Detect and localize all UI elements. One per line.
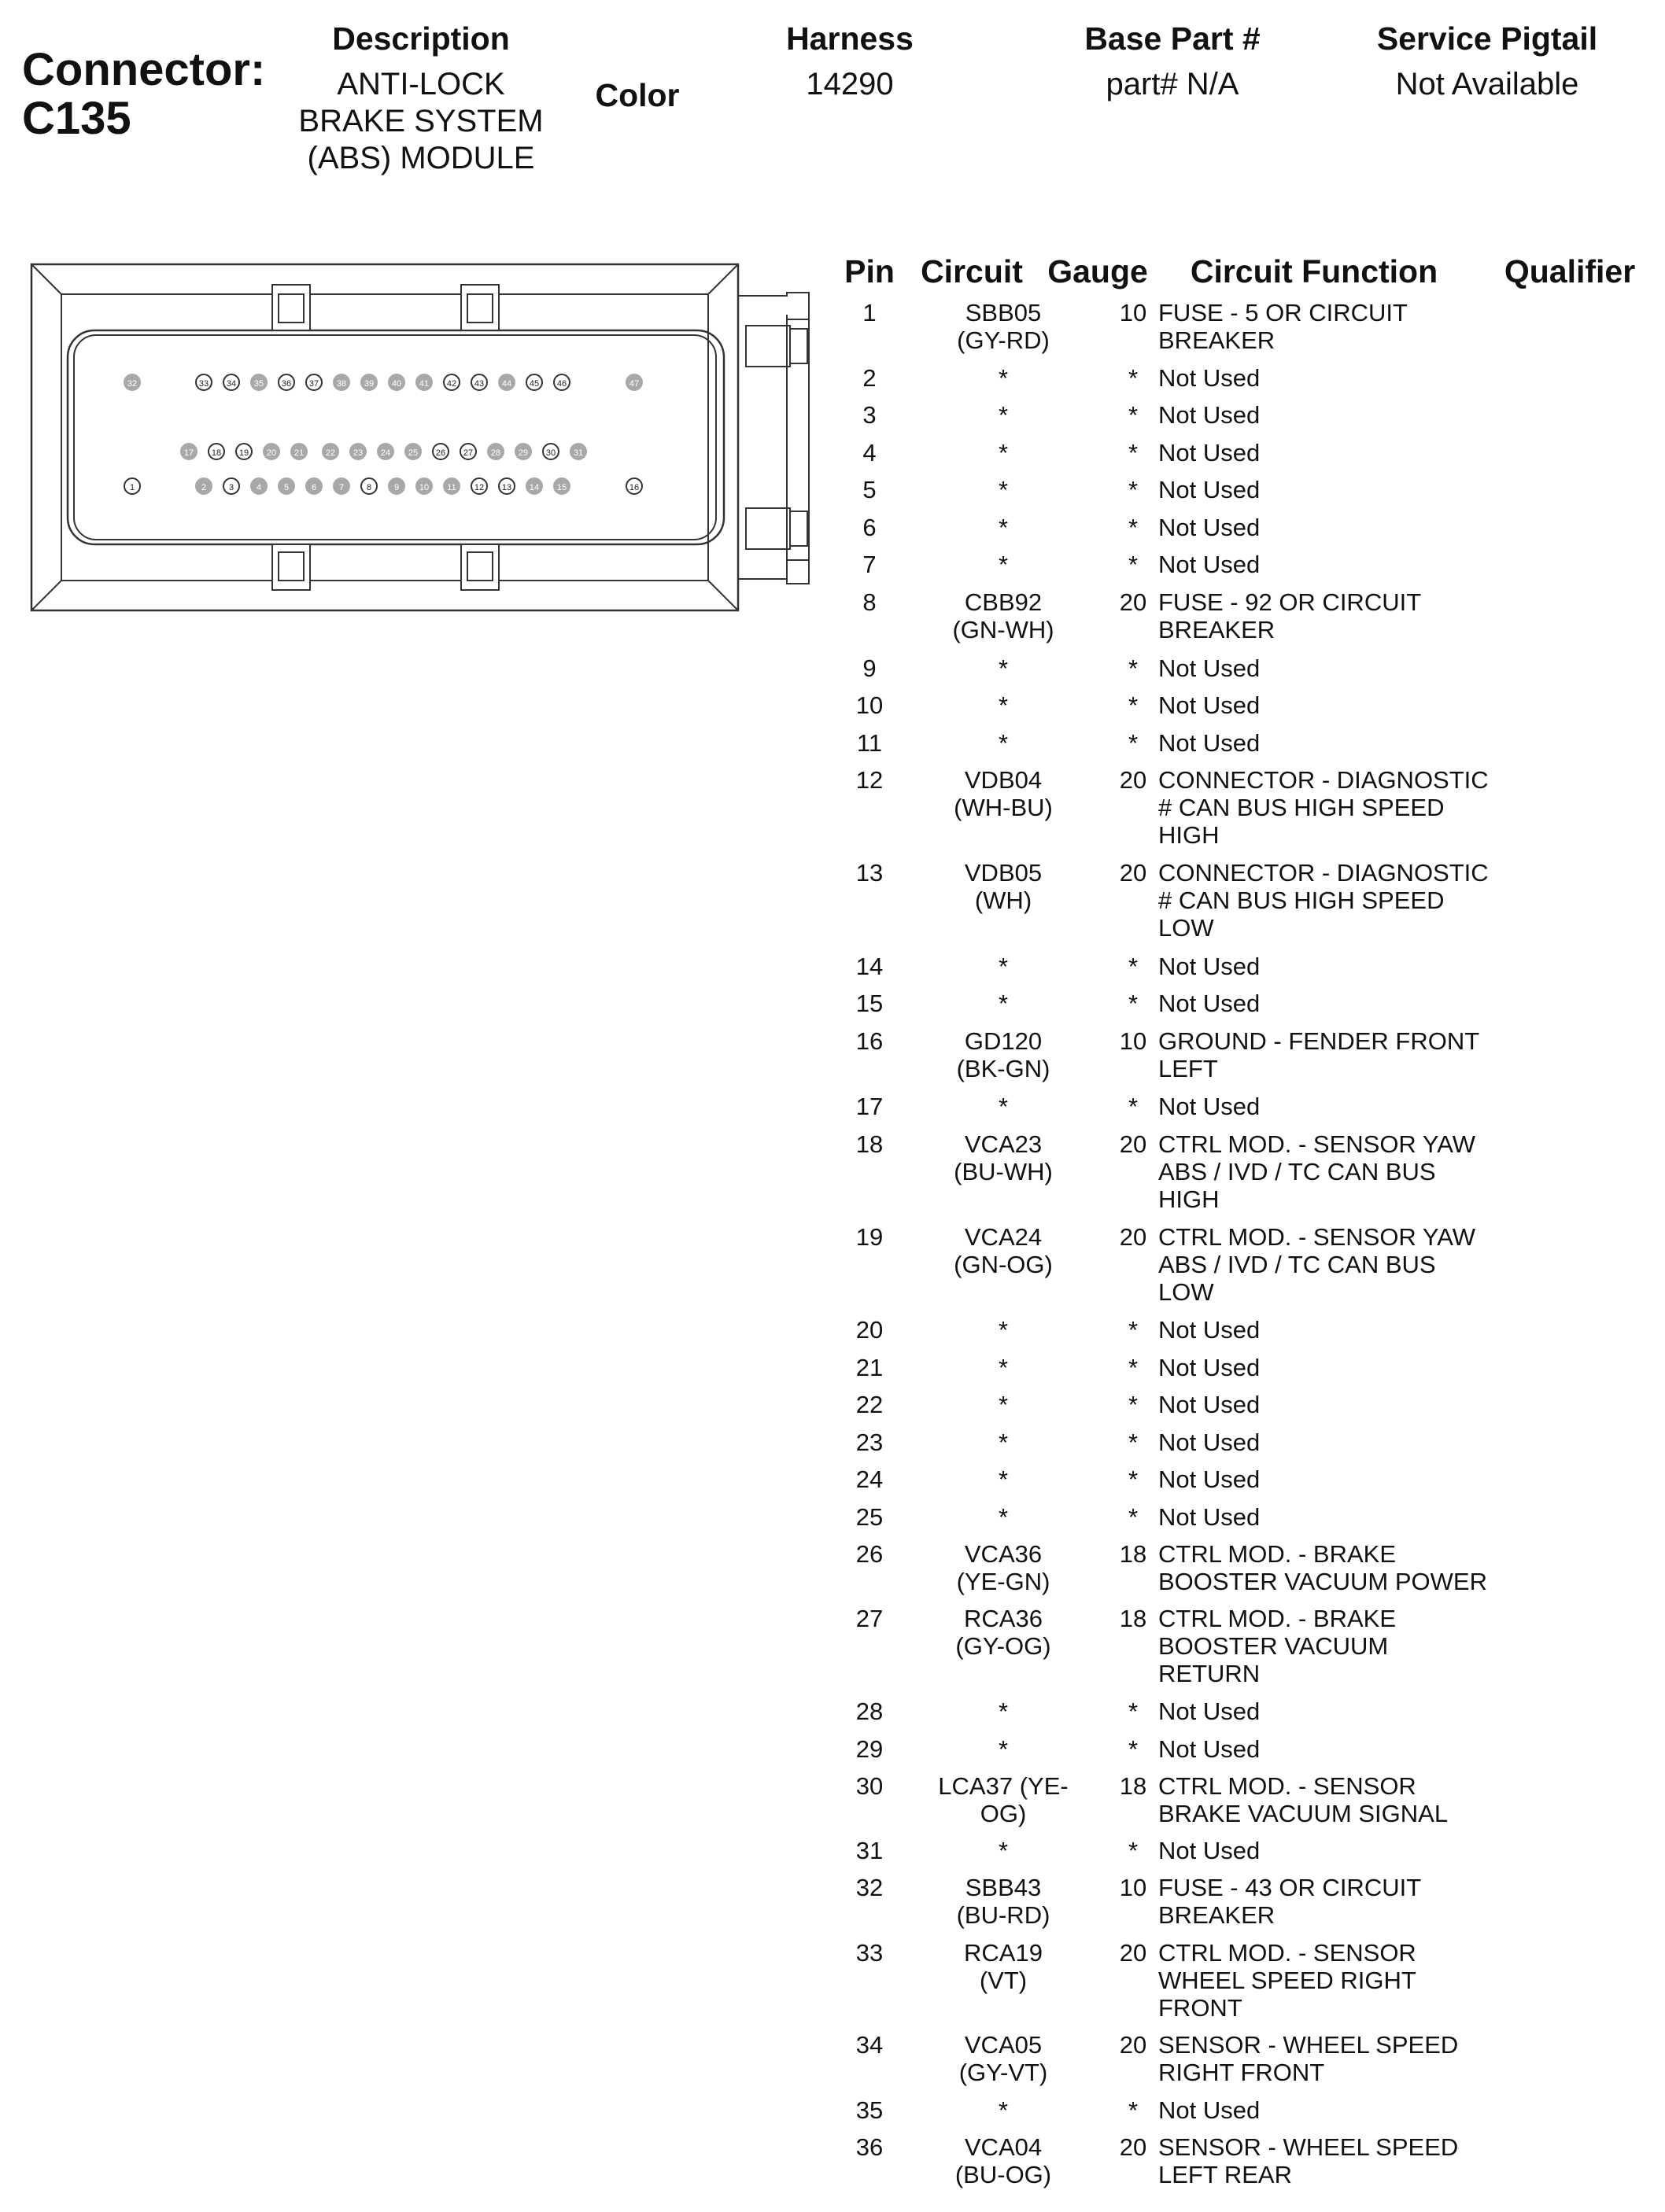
connector-pin: 21 (290, 443, 308, 460)
function-cell: SENSOR - WHEEL SPEED RIGHT FRONT (1158, 2031, 1459, 2086)
gauge-cell: * (1128, 1698, 1139, 1725)
connector-outline (30, 263, 817, 617)
pin-cell: 36 (855, 2133, 884, 2161)
circuit-cell: * (998, 514, 1009, 541)
pin-cell: 11 (856, 729, 883, 757)
gauge-cell: 20 (1119, 1223, 1147, 1251)
connector-pin: 7 (333, 477, 350, 495)
gauge-cell: * (1128, 953, 1139, 980)
function-cell: Not Used (1158, 439, 1261, 466)
pin-cell: 1 (862, 299, 877, 326)
connector-pin: 42 (443, 374, 460, 391)
circuit-cell: SBB43 (BU-RD) (956, 1874, 1050, 1929)
function-cell: Not Used (1158, 691, 1261, 719)
pin-cell: 34 (855, 2031, 884, 2059)
function-cell: Not Used (1158, 1465, 1261, 1493)
connector-pin: 40 (388, 374, 405, 391)
pin-cell: 25 (855, 1503, 884, 1531)
pin-cell: 31 (855, 1837, 884, 1864)
col-function-header: Circuit Function (1190, 253, 1438, 289)
gauge-cell: * (1128, 476, 1139, 503)
gauge-cell: * (1128, 1735, 1139, 1763)
gauge-cell: * (1128, 1354, 1139, 1381)
circuit-cell: * (998, 1429, 1009, 1456)
pin-cell: 3 (862, 401, 877, 429)
gauge-cell: * (1128, 514, 1139, 541)
color-label: Color (595, 77, 680, 113)
connector-label: Connector: (22, 44, 266, 95)
pin-cell: 35 (855, 2096, 884, 2124)
function-cell: Not Used (1158, 476, 1261, 503)
pin-cell: 2 (862, 364, 877, 392)
gauge-cell: 20 (1119, 1939, 1147, 1967)
connector-id: C135 (22, 93, 131, 144)
function-cell: GROUND - FENDER FRONT LEFT (1158, 1027, 1480, 1082)
gauge-cell: * (1128, 2096, 1139, 2124)
connector-pin: 39 (360, 374, 378, 391)
connector-pin: 47 (626, 374, 643, 391)
pin-cell: 23 (855, 1429, 884, 1456)
function-cell: Not Used (1158, 551, 1261, 578)
gauge-cell: * (1128, 1429, 1139, 1456)
gauge-cell: * (1128, 1316, 1139, 1344)
connector-pin: 5 (278, 477, 295, 495)
pin-cell: 24 (855, 1465, 884, 1493)
pin-cell: 5 (862, 476, 877, 503)
connector-pin: 30 (542, 443, 559, 460)
circuit-cell: VDB04 (WH-BU) (954, 766, 1053, 821)
function-cell: Not Used (1158, 1698, 1261, 1725)
function-cell: Not Used (1158, 1093, 1261, 1120)
gauge-cell: 10 (1119, 1874, 1147, 1901)
connector-pin: 41 (415, 374, 433, 391)
function-cell: CTRL MOD. - SENSOR BRAKE VACUUM SIGNAL (1158, 1772, 1449, 1827)
connector-pin: 13 (498, 477, 515, 495)
function-cell: FUSE - 5 OR CIRCUIT BREAKER (1158, 299, 1408, 354)
description-value: ANTI-LOCK BRAKE SYSTEM (ABS) MODULE (298, 67, 544, 175)
connector-pin: 33 (195, 374, 212, 391)
pin-cell: 21 (855, 1354, 884, 1381)
function-cell: Not Used (1158, 654, 1261, 682)
connector-pin: 26 (432, 443, 449, 460)
function-cell: Not Used (1158, 1354, 1261, 1381)
gauge-cell: 20 (1119, 859, 1147, 887)
circuit-cell: * (998, 1391, 1009, 1418)
pin-cell: 29 (855, 1735, 884, 1763)
connector-pin: 16 (626, 477, 643, 495)
gauge-cell: * (1128, 401, 1139, 429)
connector-pin: 34 (223, 374, 240, 391)
service-pigtail-value: Not Available (1395, 67, 1579, 101)
pin-cell: 19 (855, 1223, 884, 1251)
connector-pin: 23 (349, 443, 367, 460)
gauge-cell: 18 (1119, 1540, 1147, 1568)
col-gauge-header: Gauge (1047, 253, 1148, 289)
circuit-cell: * (998, 1837, 1009, 1864)
connector-pin: 8 (360, 477, 378, 495)
circuit-cell: * (998, 990, 1009, 1017)
connector-pin: 28 (487, 443, 504, 460)
circuit-cell: VCA04 (BU-OG) (954, 2133, 1052, 2188)
connector-pin: 11 (443, 477, 460, 495)
connector-title (22, 46, 265, 143)
circuit-cell: * (998, 654, 1009, 682)
connector-pin: 3 (223, 477, 240, 495)
gauge-cell: 18 (1119, 1605, 1147, 1632)
connector-pin: 35 (250, 374, 268, 391)
circuit-cell: * (998, 729, 1009, 757)
function-cell: Not Used (1158, 2096, 1261, 2124)
pin-cell: 15 (855, 990, 884, 1017)
function-cell: Not Used (1158, 1837, 1261, 1864)
connector-diagram (30, 263, 817, 617)
circuit-cell: VDB05 (WH) (964, 859, 1043, 914)
pin-cell: 10 (855, 691, 884, 719)
function-cell: Not Used (1158, 364, 1261, 392)
circuit-cell: * (998, 2096, 1009, 2124)
pin-cell: 20 (855, 1316, 884, 1344)
connector-pin: 27 (460, 443, 477, 460)
function-cell: CTRL MOD. - BRAKE BOOSTER VACUUM POWER (1158, 1540, 1487, 1595)
circuit-cell: VCA36 (YE-GN) (956, 1540, 1050, 1595)
pin-cell: 17 (855, 1093, 884, 1120)
function-cell: FUSE - 43 OR CIRCUIT BREAKER (1158, 1874, 1422, 1929)
connector-pin: 19 (235, 443, 253, 460)
connector-pin: 2 (195, 477, 212, 495)
pin-cell: 8 (862, 588, 877, 616)
gauge-cell: * (1128, 1465, 1139, 1493)
gauge-cell: 20 (1119, 766, 1147, 794)
connector-pin: 14 (526, 477, 543, 495)
function-cell: SENSOR - WHEEL SPEED LEFT REAR (1158, 2133, 1459, 2188)
gauge-cell: * (1128, 729, 1139, 757)
col-qualifier-header: Qualifier (1504, 253, 1636, 289)
circuit-cell: * (998, 1735, 1009, 1763)
circuit-cell: * (998, 1316, 1009, 1344)
connector-pin: 29 (515, 443, 532, 460)
circuit-cell: * (998, 551, 1009, 578)
circuit-cell: * (998, 1698, 1009, 1725)
circuit-cell: RCA19 (VT) (964, 1939, 1043, 1994)
circuit-cell: VCA05 (GY-VT) (958, 2031, 1048, 2086)
circuit-cell: VCA24 (GN-OG) (954, 1223, 1053, 1278)
circuit-cell: SBB05 (GY-RD) (957, 299, 1050, 354)
gauge-cell: 20 (1119, 1130, 1147, 1158)
connector-pin: 46 (553, 374, 570, 391)
col-pin-header: Pin (844, 253, 895, 289)
function-cell: Not Used (1158, 1735, 1261, 1763)
connector-pin: 37 (305, 374, 323, 391)
connector-pin: 44 (498, 374, 515, 391)
circuit-cell: * (998, 364, 1009, 392)
pin-cell: 18 (855, 1130, 884, 1158)
connector-pin: 4 (250, 477, 268, 495)
function-cell: FUSE - 92 OR CIRCUIT BREAKER (1158, 588, 1422, 643)
circuit-cell: * (998, 691, 1009, 719)
connector-pin: 12 (471, 477, 488, 495)
circuit-cell: GD120 (BK-GN) (956, 1027, 1050, 1082)
gauge-cell: * (1128, 990, 1139, 1017)
connector-pin: 38 (333, 374, 350, 391)
function-cell: Not Used (1158, 953, 1261, 980)
connector-pin: 36 (278, 374, 295, 391)
function-cell: Not Used (1158, 514, 1261, 541)
pin-cell: 28 (855, 1698, 884, 1725)
connector-pin: 10 (415, 477, 433, 495)
pin-cell: 12 (855, 766, 884, 794)
circuit-cell: * (998, 1354, 1009, 1381)
connector-pin: 32 (124, 374, 141, 391)
circuit-cell: * (998, 401, 1009, 429)
function-cell: Not Used (1158, 1316, 1261, 1344)
pin-cell: 27 (855, 1605, 884, 1632)
pin-cell: 6 (862, 514, 877, 541)
circuit-cell: LCA37 (YE- OG) (938, 1772, 1069, 1827)
connector-pin: 45 (526, 374, 543, 391)
function-cell: CTRL MOD. - SENSOR WHEEL SPEED RIGHT FRONT (1158, 1939, 1416, 2022)
connector-pin: 22 (322, 443, 339, 460)
gauge-cell: * (1128, 1093, 1139, 1120)
circuit-cell: RCA36 (GY-OG) (955, 1605, 1051, 1660)
gauge-cell: * (1128, 364, 1139, 392)
gauge-cell: 10 (1119, 299, 1147, 326)
gauge-cell: 18 (1119, 1772, 1147, 1800)
connector-pin: 18 (208, 443, 225, 460)
function-cell: CTRL MOD. - SENSOR YAW ABS / IVD / TC CAN BUS HIGH (1158, 1130, 1476, 1213)
gauge-cell: 20 (1119, 2133, 1147, 2161)
circuit-cell: CBB92 (GN-WH) (952, 588, 1054, 643)
connector-pin: 43 (471, 374, 488, 391)
circuit-cell: * (998, 1465, 1009, 1493)
pin-cell: 26 (855, 1540, 884, 1568)
harness-value: 14290 (806, 67, 894, 101)
circuit-cell: * (998, 439, 1009, 466)
circuit-cell: VCA23 (BU-WH) (954, 1130, 1053, 1185)
function-cell: Not Used (1158, 990, 1261, 1017)
gauge-cell: 20 (1119, 588, 1147, 616)
connector-pin: 9 (388, 477, 405, 495)
connector-pin: 6 (305, 477, 323, 495)
connector-pin: 31 (570, 443, 587, 460)
pin-cell: 9 (862, 654, 877, 682)
pin-cell: 32 (855, 1874, 884, 1901)
function-cell: Not Used (1158, 729, 1261, 757)
pin-cell: 33 (855, 1939, 884, 1967)
gauge-cell: * (1128, 1503, 1139, 1531)
function-cell: Not Used (1158, 1429, 1261, 1456)
function-cell: Not Used (1158, 1391, 1261, 1418)
pin-cell: 30 (855, 1772, 884, 1800)
gauge-cell: * (1128, 691, 1139, 719)
harness-label: Harness (786, 20, 914, 57)
connector-pin: 17 (180, 443, 198, 460)
function-cell: Not Used (1158, 401, 1261, 429)
gauge-cell: * (1128, 1837, 1139, 1864)
service-pigtail-label: Service Pigtail (1376, 20, 1598, 57)
function-cell: Not Used (1158, 1503, 1261, 1531)
gauge-cell: 20 (1119, 2031, 1147, 2059)
function-cell: CONNECTOR - DIAGNOSTIC # CAN BUS HIGH SPEED HIGH (1158, 766, 1489, 849)
pin-cell: 14 (855, 953, 884, 980)
base-part-label: Base Part # (1084, 20, 1261, 57)
connector-pin: 15 (553, 477, 570, 495)
connector-pin: 20 (263, 443, 280, 460)
pin-cell: 16 (855, 1027, 884, 1055)
connector-pin: 1 (124, 477, 141, 495)
circuit-cell: * (998, 1503, 1009, 1531)
base-part-value: part# N/A (1106, 67, 1239, 101)
function-cell: CTRL MOD. - SENSOR YAW ABS / IVD / TC CAN BUS LOW (1158, 1223, 1476, 1306)
function-cell: CONNECTOR - DIAGNOSTIC # CAN BUS HIGH SPEED LOW (1158, 859, 1489, 942)
circuit-cell: * (998, 476, 1009, 503)
col-circuit-header: Circuit (921, 253, 1023, 289)
gauge-cell: * (1128, 654, 1139, 682)
connector-pin: 25 (404, 443, 422, 460)
pin-cell: 7 (862, 551, 877, 578)
gauge-cell: 10 (1119, 1027, 1147, 1055)
gauge-cell: * (1128, 1391, 1139, 1418)
pin-cell: 4 (862, 439, 877, 466)
circuit-cell: * (998, 953, 1009, 980)
function-cell: CTRL MOD. - BRAKE BOOSTER VACUUM RETURN (1158, 1605, 1396, 1687)
pin-cell: 22 (855, 1391, 884, 1418)
gauge-cell: * (1128, 439, 1139, 466)
description-label: Description (332, 20, 510, 57)
connector-pin: 24 (377, 443, 394, 460)
pin-cell: 13 (855, 859, 884, 887)
gauge-cell: * (1128, 551, 1139, 578)
circuit-cell: * (998, 1093, 1009, 1120)
